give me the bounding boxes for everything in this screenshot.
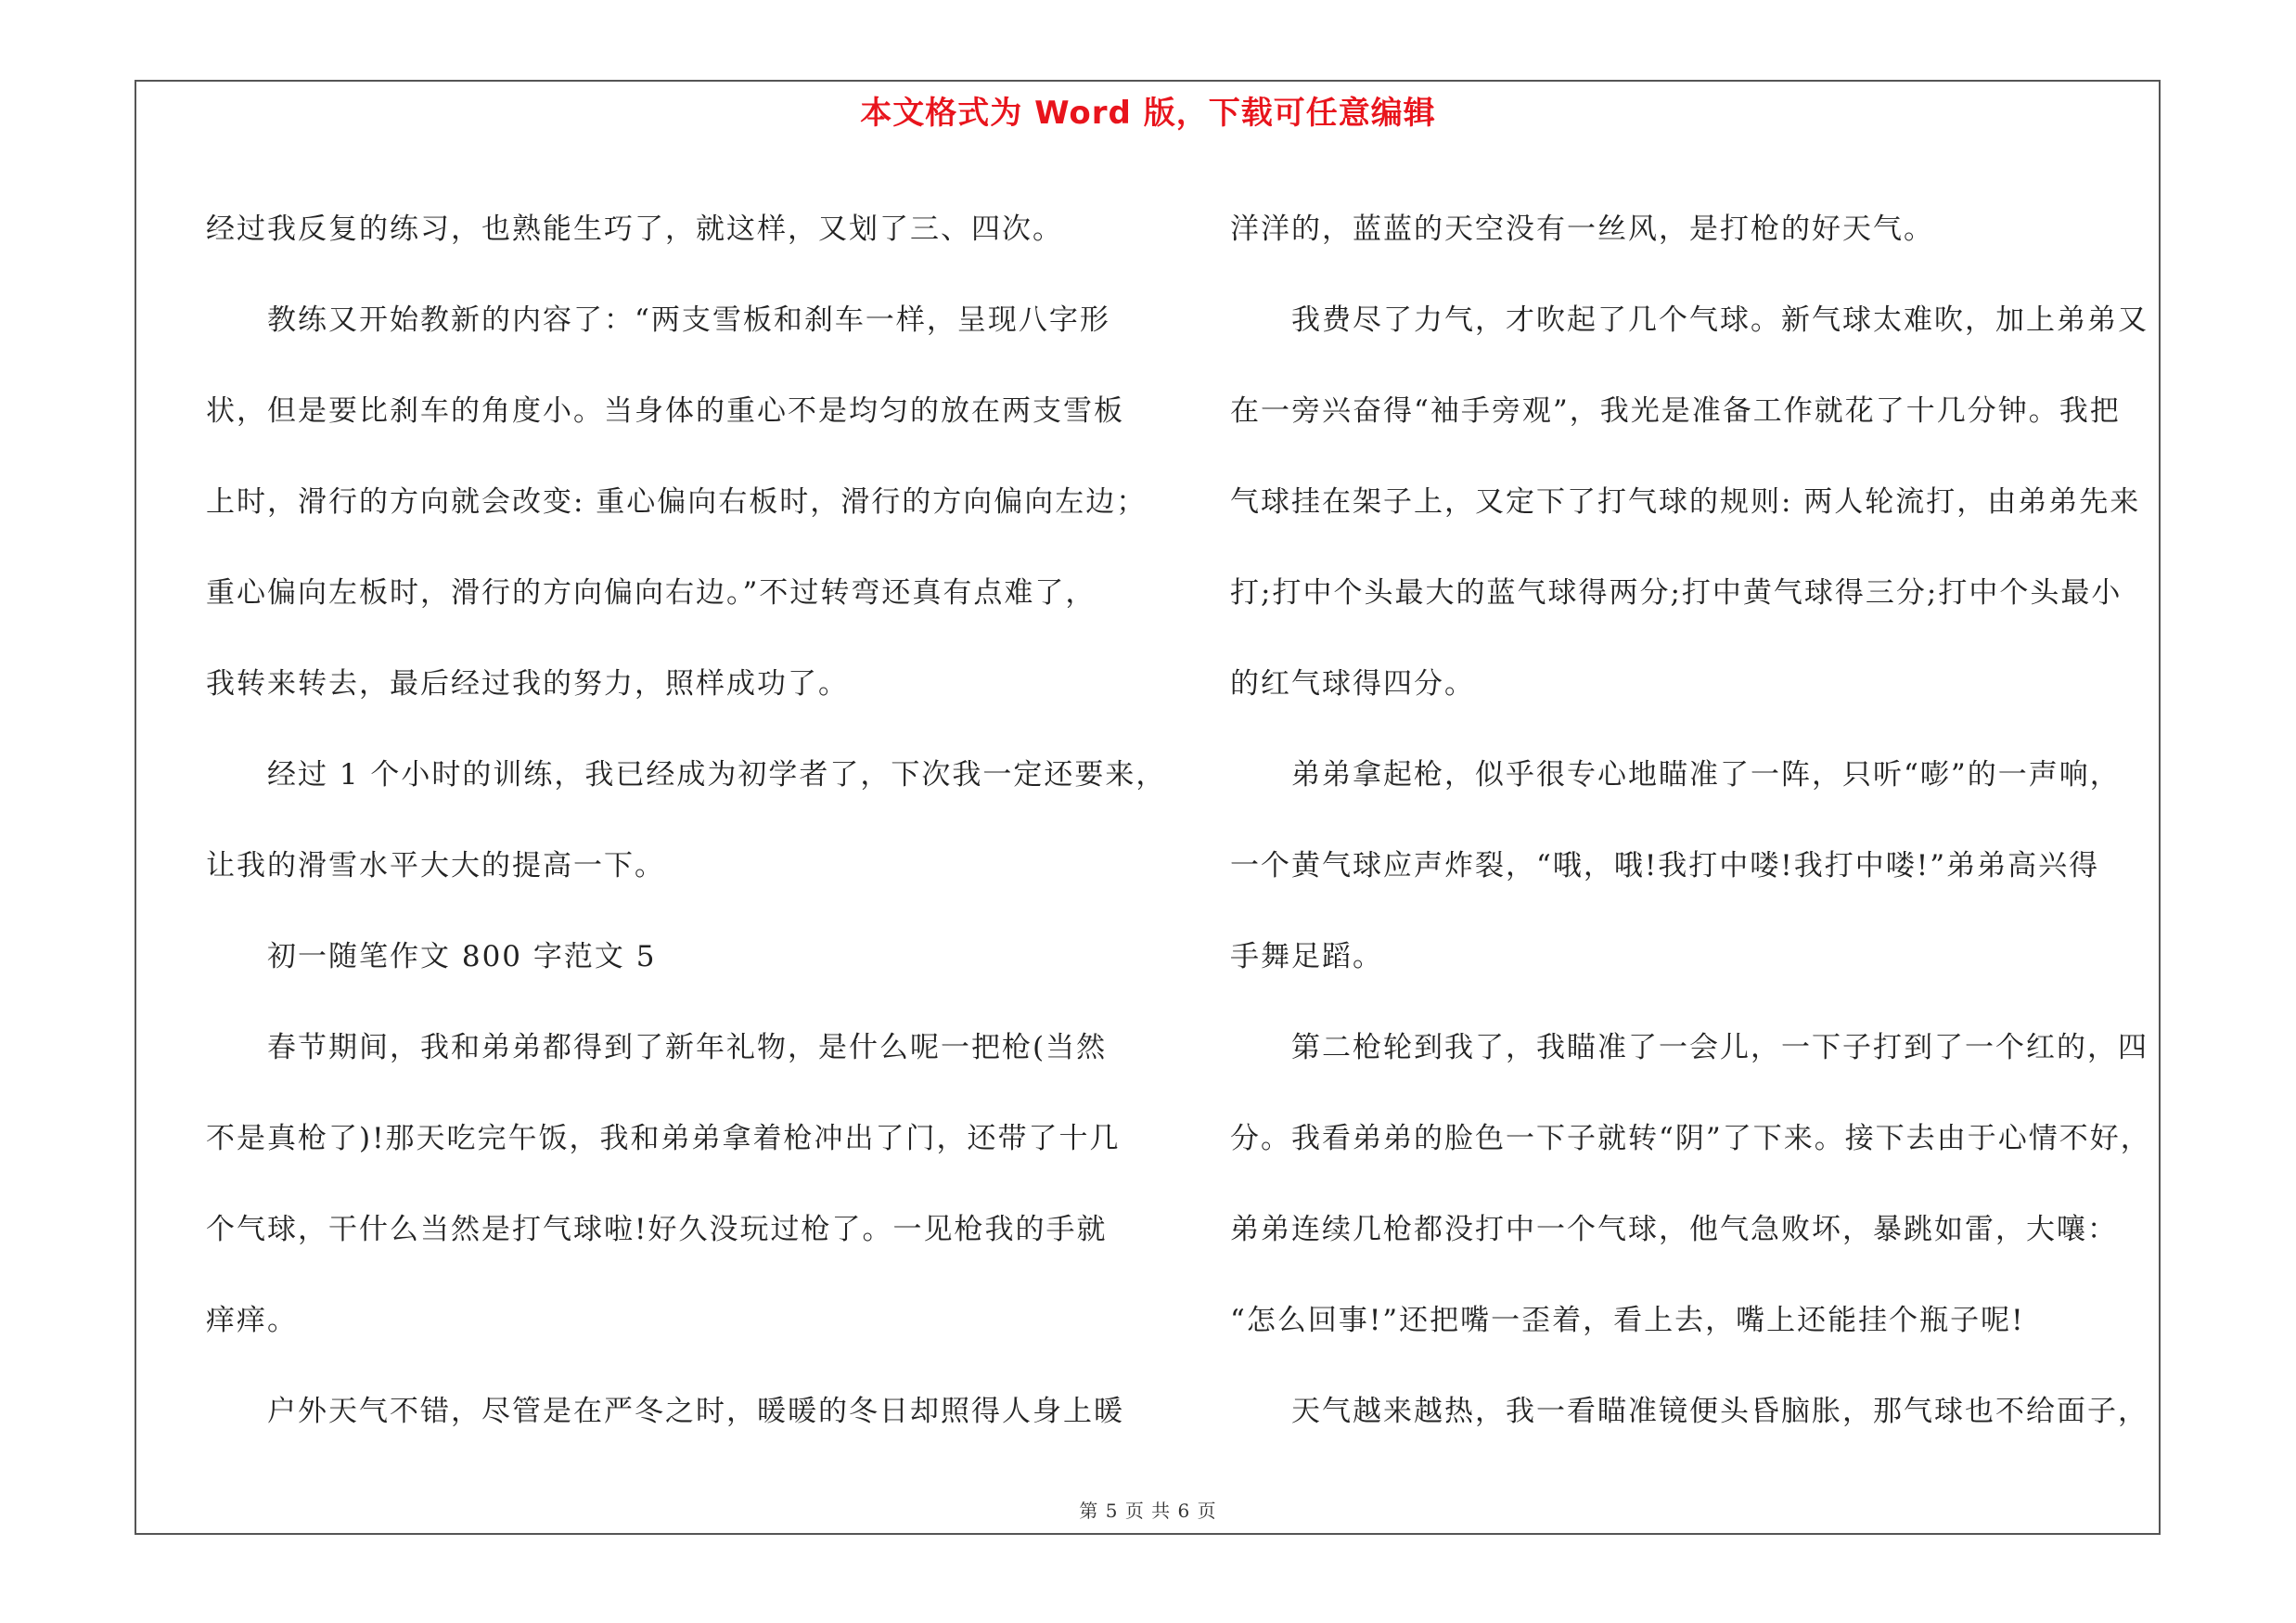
text-line: 让我的滑雪水平大大的提高一下。 [206, 849, 665, 882]
text-line: 重心偏向左板时，滑行的方向偏向右边。”不过转弯还真有点难了， [206, 576, 1097, 610]
text-line: 洋洋的，蓝蓝的天空没有一丝风，是打枪的好天气。 [1230, 213, 1934, 246]
text-line: 一个黄气球应声炸裂，“哦，哦!我打中喽!我打中喽!”弟弟高兴得 [1230, 849, 2100, 882]
text-line: 我转来转去，最后经过我的努力，照样成功了。 [206, 667, 849, 701]
text-line: 状，但是要比刹车的角度小。当身体的重心不是均匀的放在两支雪板 [206, 394, 1124, 428]
word-format-banner: 本文格式为 Word 版，下载可任意编辑 [860, 95, 1436, 132]
text-line: 不是真枪了)!那天吃完午饭，我和弟弟拿着枪冲出了门，还带了十几 [206, 1122, 1121, 1155]
text-line: 天气越来越热，我一看瞄准镜便头昏脑胀，那气球也不给面子， [1230, 1395, 2148, 1428]
text-line: 上时，滑行的方向就会改变: 重心偏向右板时，滑行的方向偏向左边； [206, 485, 1148, 519]
right-column [1230, 184, 2169, 1457]
text-line: 第二枪轮到我了，我瞄准了一会儿，一下子打到了一个红的，四 [1230, 1031, 2148, 1064]
section-heading: 初一随笔作文 800 字范文 5 [206, 940, 657, 973]
left-column [206, 184, 1167, 1457]
text-line: 在一旁兴奋得“袖手旁观”，我光是准备工作就花了十几分钟。我把 [1230, 394, 2121, 428]
text-line: 经过 1 个小时的训练，我已经成为初学者了，下次我一定还要来， [206, 758, 1167, 792]
text-line: 教练又开始教新的内容了：“两支雪板和刹车一样，呈现八字形 [206, 303, 1110, 337]
page-number-footer: 第 5 页 共 6 页 [1079, 1500, 1217, 1522]
text-line: 气球挂在架子上，又定下了打气球的规则: 两人轮流打，由弟弟先来 [1230, 485, 2141, 519]
text-line: “怎么回事!”还把嘴一歪着，看上去，嘴上还能挂个瓶子呢! [1230, 1304, 2025, 1337]
text-line: 弟弟拿起枪，似乎很专心地瞄准了一阵，只听“嘭”的一声响， [1230, 758, 2121, 792]
text-line: 手舞足蹈。 [1230, 940, 1383, 973]
text-line: 打;打中个头最大的蓝气球得两分;打中黄气球得三分;打中个头最小 [1230, 576, 2123, 610]
text-line: 个气球，干什么当然是打气球啦!好久没玩过枪了。一见枪我的手就 [206, 1213, 1108, 1246]
text-line: 弟弟连续几枪都没打中一个气球，他气急败坏，暴跳如雷，大嚷： [1230, 1213, 2118, 1246]
text-line: 户外天气不错，尽管是在严冬之时，暖暖的冬日却照得人身上暖 [206, 1395, 1124, 1428]
text-line: 痒痒。 [206, 1304, 298, 1337]
text-line: 分。我看弟弟的脸色一下子就转“阴”了下来。接下去由于心情不好， [1230, 1122, 2151, 1155]
text-line: 我费尽了力气，才吹起了几个气球。新气球太难吹，加上弟弟又 [1230, 303, 2148, 337]
text-line: 经过我反复的练习，也熟能生巧了，就这样，又划了三、四次。 [206, 213, 1063, 246]
text-line: 春节期间，我和弟弟都得到了新年礼物，是什么呢一把枪(当然 [206, 1031, 1108, 1064]
text-line: 的红气球得四分。 [1230, 667, 1475, 701]
